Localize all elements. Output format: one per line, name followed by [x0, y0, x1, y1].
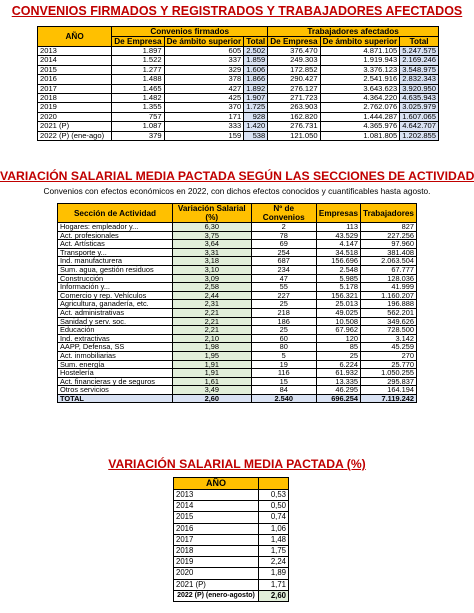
- row-value: 3.920.950: [400, 84, 439, 93]
- row-year: 2013: [38, 47, 112, 56]
- row-value: 3,18: [173, 257, 252, 266]
- row-value: 60: [251, 334, 316, 343]
- table-row: [38, 112, 439, 121]
- row-value: 1,48: [259, 534, 289, 545]
- row-value: 2,21: [173, 317, 252, 326]
- row-value: 376.470: [268, 47, 320, 56]
- row-value: 25: [251, 326, 316, 335]
- table-row: [58, 369, 417, 378]
- row-value: 329: [164, 65, 244, 74]
- row-value: 276.731: [268, 122, 320, 131]
- row-year: 2020: [38, 112, 112, 121]
- row-value: 2,21: [173, 308, 252, 317]
- row-value: 1.488: [112, 75, 164, 84]
- row-value: 1.160.207: [361, 291, 417, 300]
- row-value: 4.364.220: [320, 94, 400, 103]
- row-year: 2016: [174, 523, 259, 534]
- row-value: 687: [251, 257, 316, 266]
- row-value: 1.897: [112, 47, 164, 56]
- row-value: 757: [112, 112, 164, 121]
- row-value: 121.050: [268, 131, 320, 140]
- row-section: Sum. agua, gestión residuos: [58, 265, 173, 274]
- row-year: 2017: [174, 534, 259, 545]
- row-value: 538: [244, 131, 268, 140]
- row-value: 45.259: [361, 343, 417, 352]
- row-value: 6,30: [173, 223, 252, 232]
- row-value: 3.376.123: [320, 65, 400, 74]
- row-value: 227.256: [361, 231, 417, 240]
- row-value: 10.508: [316, 317, 360, 326]
- row-section: Sanidad y serv. soc.: [58, 317, 173, 326]
- row-value: 25: [251, 300, 316, 309]
- total-row: [58, 394, 417, 403]
- row-value: 78: [251, 231, 316, 240]
- row-value: 2,24: [259, 557, 289, 568]
- row-value: 1,91: [173, 360, 252, 369]
- row-value: 2.169.246: [400, 56, 439, 65]
- table-row: [58, 291, 417, 300]
- row-value: 1.202.855: [400, 131, 439, 140]
- column-header: Nº de Convenios: [251, 204, 316, 223]
- row-value: 370: [164, 103, 244, 112]
- subheader-col: Total: [400, 37, 439, 47]
- title-convenios: CONVENIOS FIRMADOS Y REGISTRADOS Y TRABAJADORES AFECTADOS: [11, 4, 463, 18]
- total-label: TOTAL: [58, 394, 173, 403]
- row-value: 218: [251, 308, 316, 317]
- table-row: [58, 274, 417, 283]
- row-value: 67.777: [361, 265, 417, 274]
- row-value: 1.606: [244, 65, 268, 74]
- row-section: Transporte y...: [58, 248, 173, 257]
- row-value: 227: [251, 291, 316, 300]
- table-row: [38, 131, 439, 140]
- row-section: Construcción: [58, 274, 173, 283]
- row-value: 270: [361, 351, 417, 360]
- row-value: 271.723: [268, 94, 320, 103]
- table-row: [174, 546, 289, 557]
- row-value: 84: [251, 386, 316, 395]
- row-year: 2022 (P) (ene-ago): [38, 131, 112, 140]
- row-value: 2.762.076: [320, 103, 400, 112]
- row-value: 3.025.979: [400, 103, 439, 112]
- row-value: 1.725: [244, 103, 268, 112]
- table-row: [58, 334, 417, 343]
- row-value: 1,98: [173, 343, 252, 352]
- row-year: 2022 (P) (enero-agosto): [174, 590, 259, 601]
- row-value: 1,06: [259, 523, 289, 534]
- header-year: AÑO: [174, 478, 259, 490]
- row-value: 2.548: [316, 265, 360, 274]
- row-year: 2014: [38, 56, 112, 65]
- row-year: 2018: [38, 94, 112, 103]
- row-value: 234: [251, 265, 316, 274]
- row-value: 0,74: [259, 512, 289, 523]
- row-section: Act. Artísticas: [58, 240, 173, 249]
- table-row: [174, 590, 289, 601]
- column-header: Variación Salarial (%): [173, 204, 252, 223]
- row-value: 5: [251, 351, 316, 360]
- table-row: [58, 265, 417, 274]
- row-year: 2014: [174, 501, 259, 512]
- column-header: Empresas: [316, 204, 360, 223]
- row-value: 69: [251, 240, 316, 249]
- secciones-table: [57, 203, 417, 403]
- row-value: 6.224: [316, 360, 360, 369]
- row-value: 113: [316, 223, 360, 232]
- table-row: [38, 122, 439, 131]
- row-year: 2019: [174, 557, 259, 568]
- row-value: 2.541.916: [320, 75, 400, 84]
- row-value: 25.770: [361, 360, 417, 369]
- row-section: Información y...: [58, 283, 173, 292]
- row-value: 728.500: [361, 326, 417, 335]
- row-value: 1,91: [173, 369, 252, 378]
- subtitle-convenios-efectos: Convenios con efectos económicos en 2022, con dichos efectos conocidos y cuantificables hasta agosto.: [43, 186, 431, 196]
- row-value: 3,31: [173, 248, 252, 257]
- row-section: AAPP, Defensa, SS: [58, 343, 173, 352]
- row-value: 159: [164, 131, 244, 140]
- table-row: [38, 56, 439, 65]
- header-convenios-firmados: Convenios firmados: [112, 27, 268, 37]
- row-value: 67.962: [316, 326, 360, 335]
- row-value: 1.482: [112, 94, 164, 103]
- row-value: 290.427: [268, 75, 320, 84]
- row-value: 128.036: [361, 274, 417, 283]
- row-value: 1.607.065: [400, 112, 439, 121]
- row-value: 425: [164, 94, 244, 103]
- row-value: 3,49: [173, 386, 252, 395]
- row-value: 171: [164, 112, 244, 121]
- row-value: 1.087: [112, 122, 164, 131]
- row-value: 1,61: [173, 377, 252, 386]
- table-row: [38, 94, 439, 103]
- row-value: 4.871.105: [320, 47, 400, 56]
- table-row: [38, 103, 439, 112]
- row-value: 61.932: [316, 369, 360, 378]
- row-value: 379: [112, 131, 164, 140]
- row-value: 1.859: [244, 56, 268, 65]
- row-value: 156.696: [316, 257, 360, 266]
- table-row: [58, 360, 417, 369]
- table-row: [58, 300, 417, 309]
- table-row: [38, 75, 439, 84]
- table-row: [58, 248, 417, 257]
- row-year: 2019: [38, 103, 112, 112]
- row-value: 2,60: [259, 590, 289, 601]
- row-value: 1,71: [259, 579, 289, 590]
- row-value: 13.335: [316, 377, 360, 386]
- row-value: 5.178: [316, 283, 360, 292]
- row-value: 47: [251, 274, 316, 283]
- table-row: [174, 568, 289, 579]
- table-row: [174, 523, 289, 534]
- row-year: 2016: [38, 75, 112, 84]
- row-value: 1.919.943: [320, 56, 400, 65]
- subheader-col: Total: [244, 37, 268, 47]
- row-value: 378: [164, 75, 244, 84]
- row-value: 85: [316, 343, 360, 352]
- row-value: 5.985: [316, 274, 360, 283]
- row-value: 3.142: [361, 334, 417, 343]
- row-section: Act. financieras y de seguros: [58, 377, 173, 386]
- row-value: 2,58: [173, 283, 252, 292]
- total-value: 696.254: [316, 394, 360, 403]
- subheader-col: De Empresa: [268, 37, 320, 47]
- row-value: 15: [251, 377, 316, 386]
- row-value: 156.321: [316, 291, 360, 300]
- column-header: Sección de Actividad: [58, 204, 173, 223]
- row-value: 25: [316, 351, 360, 360]
- row-value: 295.837: [361, 377, 417, 386]
- row-value: 1.355: [112, 103, 164, 112]
- row-value: 0,53: [259, 490, 289, 501]
- row-value: 263.903: [268, 103, 320, 112]
- row-value: 1,89: [259, 568, 289, 579]
- row-value: 249.303: [268, 56, 320, 65]
- row-value: 4.147: [316, 240, 360, 249]
- row-value: 3.643.623: [320, 84, 400, 93]
- row-value: 381.408: [361, 248, 417, 257]
- header-trabajadores-afectados: Trabajadores afectados: [268, 27, 439, 37]
- row-value: 349.626: [361, 317, 417, 326]
- row-section: Ind. manufacturera: [58, 257, 173, 266]
- row-value: 49.025: [316, 308, 360, 317]
- table-row: [58, 231, 417, 240]
- row-value: 2.502: [244, 47, 268, 56]
- row-value: 43.529: [316, 231, 360, 240]
- row-value: 55: [251, 283, 316, 292]
- row-value: 80: [251, 343, 316, 352]
- row-value: 186: [251, 317, 316, 326]
- row-value: 2.063.504: [361, 257, 417, 266]
- row-value: 0,50: [259, 501, 289, 512]
- row-value: 333: [164, 122, 244, 131]
- row-section: Hostelería: [58, 369, 173, 378]
- row-value: 2.832.343: [400, 75, 439, 84]
- row-year: 2018: [174, 546, 259, 557]
- total-value: 7.119.242: [361, 394, 417, 403]
- row-value: 116: [251, 369, 316, 378]
- row-value: 827: [361, 223, 417, 232]
- table-row: [174, 501, 289, 512]
- row-value: 5.247.575: [400, 47, 439, 56]
- row-value: 3,75: [173, 231, 252, 240]
- row-value: 162.820: [268, 112, 320, 121]
- title-variacion-secciones: VARIACIÓN SALARIAL MEDIA PACTADA SEGÚN LAS SECCIONES DE ACTIVIDAD: [0, 169, 474, 183]
- row-year: 2015: [174, 512, 259, 523]
- row-section: Educación: [58, 326, 173, 335]
- row-value: 3,09: [173, 274, 252, 283]
- row-value: 120: [316, 334, 360, 343]
- row-value: 928: [244, 112, 268, 121]
- table-row: [58, 351, 417, 360]
- table-row: [58, 377, 417, 386]
- table-row: [38, 65, 439, 74]
- row-value: 276.127: [268, 84, 320, 93]
- total-value: 2,60: [173, 394, 252, 403]
- table-row: [58, 283, 417, 292]
- row-section: Ind. extractivas: [58, 334, 173, 343]
- table-row: [58, 223, 417, 232]
- row-value: 1.050.255: [361, 369, 417, 378]
- row-value: 427: [164, 84, 244, 93]
- table-row: [58, 317, 417, 326]
- row-year: 2015: [38, 65, 112, 74]
- column-header: Trabajadores: [361, 204, 417, 223]
- row-year: 2017: [38, 84, 112, 93]
- table-row: [174, 557, 289, 568]
- row-value: 2: [251, 223, 316, 232]
- row-value: 2,44: [173, 291, 252, 300]
- row-section: Agricultura, ganadería, etc.: [58, 300, 173, 309]
- subheader-col: De ámbito superior: [164, 37, 244, 47]
- variacion-anual-table: [173, 477, 289, 602]
- table-row: [174, 579, 289, 590]
- row-value: 1.892: [244, 84, 268, 93]
- row-value: 1,75: [259, 546, 289, 557]
- row-value: 4.635.943: [400, 94, 439, 103]
- row-value: 2,31: [173, 300, 252, 309]
- table-row: [38, 84, 439, 93]
- row-value: 1.444.287: [320, 112, 400, 121]
- header-year: AÑO: [38, 27, 112, 47]
- row-value: 337: [164, 56, 244, 65]
- row-section: Sum. energía: [58, 360, 173, 369]
- row-section: Comercio y rep. Vehículos: [58, 291, 173, 300]
- table-row: [58, 343, 417, 352]
- subheader-col: De Empresa: [112, 37, 164, 47]
- row-value: 254: [251, 248, 316, 257]
- row-year: 2020: [174, 568, 259, 579]
- row-year: 2021 (P): [38, 122, 112, 131]
- row-value: 4.642.707: [400, 122, 439, 131]
- row-value: 196.888: [361, 300, 417, 309]
- row-value: 3,64: [173, 240, 252, 249]
- row-section: Otros servicios: [58, 386, 173, 395]
- row-value: 3,10: [173, 265, 252, 274]
- row-value: 1.866: [244, 75, 268, 84]
- table-row: [58, 308, 417, 317]
- convenios-table: [37, 26, 439, 141]
- row-value: 46.295: [316, 386, 360, 395]
- row-value: 164.194: [361, 386, 417, 395]
- total-value: 2.540: [251, 394, 316, 403]
- row-value: 34.518: [316, 248, 360, 257]
- row-value: 562.201: [361, 308, 417, 317]
- row-section: Act. inmobiliarias: [58, 351, 173, 360]
- row-value: 25.013: [316, 300, 360, 309]
- row-value: 172.852: [268, 65, 320, 74]
- row-year: 2013: [174, 490, 259, 501]
- row-value: 1.277: [112, 65, 164, 74]
- row-value: 2,21: [173, 326, 252, 335]
- header-blank: [259, 478, 289, 490]
- row-value: 1.465: [112, 84, 164, 93]
- table-row: [58, 257, 417, 266]
- row-value: 605: [164, 47, 244, 56]
- row-section: Act. administrativas: [58, 308, 173, 317]
- table-row: [58, 326, 417, 335]
- row-value: 97.960: [361, 240, 417, 249]
- row-value: 4.365.976: [320, 122, 400, 131]
- row-value: 1.522: [112, 56, 164, 65]
- table-row: [58, 386, 417, 395]
- row-year: 2021 (P): [174, 579, 259, 590]
- row-section: Act. profesionales: [58, 231, 173, 240]
- row-value: 19: [251, 360, 316, 369]
- row-value: 1.907: [244, 94, 268, 103]
- subheader-col: De ámbito superior: [320, 37, 400, 47]
- row-value: 1,95: [173, 351, 252, 360]
- table-row: [174, 490, 289, 501]
- title-variacion-anual: VARIACIÓN SALARIAL MEDIA PACTADA (%): [108, 457, 366, 471]
- row-value: 41.999: [361, 283, 417, 292]
- row-section: Hogares: empleador y...: [58, 223, 173, 232]
- row-value: 1.081.805: [320, 131, 400, 140]
- table-row: [58, 240, 417, 249]
- row-value: 3.548.975: [400, 65, 439, 74]
- table-row: [38, 47, 439, 56]
- table-row: [174, 512, 289, 523]
- row-value: 1.420: [244, 122, 268, 131]
- table-row: [174, 534, 289, 545]
- row-value: 2,10: [173, 334, 252, 343]
